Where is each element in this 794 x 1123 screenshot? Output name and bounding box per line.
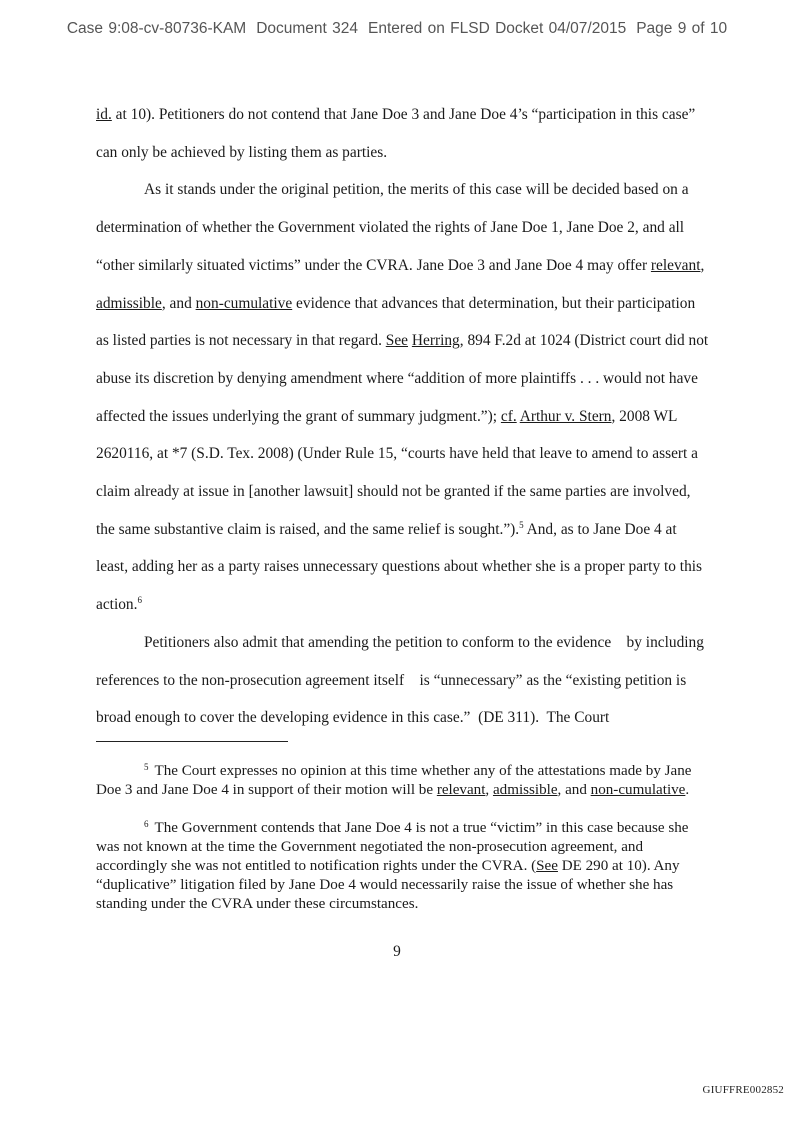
footnote-5-text-a: The Court expresses no opinion at this time whether any of the attestations made by Jane Doe 3 and Jane Doe 4 in support of their motion will be xyxy=(96,763,692,798)
footnote-5 xyxy=(96,762,710,800)
paragraph-2 xyxy=(96,171,710,623)
paragraph-1-text: at 10). Petitioners do not contend that Jane Doe 3 and Jane Doe 4’s “participation in this case” can only be achieved by listing them as parties. xyxy=(96,106,696,161)
case-name-arthur-v-stern: Arthur v. Stern xyxy=(519,407,612,425)
document-body xyxy=(96,96,710,737)
term-admissible: admissible xyxy=(96,294,162,312)
footnote-5-term-non-cumulative: non-cumulative xyxy=(590,782,686,798)
paragraph-3 xyxy=(96,624,710,737)
term-relevant: relevant xyxy=(650,256,701,274)
citation-id: id. xyxy=(96,106,112,123)
bates-number: GIUFFRE002852 xyxy=(702,1084,784,1096)
footnote-6 xyxy=(96,819,710,914)
footnote-5-sep-1: , xyxy=(485,782,493,798)
paragraph-2-text-e: And, as to Jane Doe 4 at least, adding her as a party raises unnecessary questions about whether she is a proper party to this action. xyxy=(96,520,703,614)
footnote-ref-5: 5 xyxy=(519,519,524,530)
paragraph-2-sep-2: , and xyxy=(161,294,196,312)
footnote-5-term-admissible: admissible xyxy=(492,782,558,798)
paragraph-1 xyxy=(96,96,710,171)
footnote-divider xyxy=(96,741,288,742)
footnote-5-end: . xyxy=(685,782,690,798)
footnotes xyxy=(96,762,710,914)
footnote-6-number: 6 xyxy=(144,819,149,829)
paragraph-2-text-b: evidence that advances that determination, but their participation as listed parties is not necessary in that regard. xyxy=(96,294,696,350)
header-document-number: Document 324 xyxy=(256,20,359,37)
paragraph-3-text: Petitioners also admit that amending the petition to conform to the evidence by including references to the non-prosecution agreement itself is “unnecessary” as the “existing petition is broad enough to cover the developing evidence in this case.” (DE 311). The Court xyxy=(96,633,708,727)
term-non-cumulative: non-cumulative xyxy=(195,294,293,312)
footnote-6-signal-see: See xyxy=(536,858,558,874)
docket-header xyxy=(0,20,794,38)
signal-cf: cf. xyxy=(500,407,517,425)
paragraph-2-text-a: As it stands under the original petition, the merits of this case will be decided based on a determination of whether the Government violated the rights of Jane Doe 1, Jane Doe 2, and all “other similarly situated victims” under the CVRA. Jane Doe 3 and Jane Doe 4 may offer xyxy=(96,181,689,274)
footnote-6-text-b: DE 290 at 10). Any “duplicative” litigation filed by Jane Doe 4 would necessarily raise the issue of whether she has standing under the CVRA under these circumstances. xyxy=(96,858,680,912)
header-case-number: Case 9:08-cv-80736-KAM xyxy=(66,20,247,37)
paragraph-2-text-c: , 894 F.2d at 1024 (District court did not abuse its discretion by denying amendment where “addition of more plaintiffs . . . would not have affected the issues underlying the grant of summary judgment.”); xyxy=(96,332,709,425)
paragraph-2-text-d: , 2008 WL 2620116, at *7 (S.D. Tex. 2008) (Under Rule 15, “courts have held that leave to amend to assert a claim already at issue in [another lawsuit] should not be granted if the same parties are involved, the same substantive claim is raised, and the same relief is sought.”). xyxy=(96,407,698,538)
page-number: 9 xyxy=(393,943,401,960)
case-name-herring: Herring xyxy=(411,332,460,350)
header-entered-date: Entered on FLSD Docket 04/07/2015 xyxy=(368,20,627,37)
footnote-5-sep-2: , and xyxy=(557,782,591,798)
paragraph-2-sep-1: , xyxy=(700,256,705,274)
header-page-count: Page 9 of 10 xyxy=(636,20,728,37)
footnote-5-number: 5 xyxy=(144,762,149,772)
footnote-5-term-relevant: relevant xyxy=(436,782,486,798)
signal-see: See xyxy=(385,332,409,350)
footnote-ref-6: 6 xyxy=(137,595,142,606)
footnote-6-text-a: The Government contends that Jane Doe 4 is not a true “victim” in this case because she was not known at the time the Government negotiated the non-prosecution agreement, and accordingly she was not entitled to notification rights under the CVRA. ( xyxy=(96,820,689,874)
